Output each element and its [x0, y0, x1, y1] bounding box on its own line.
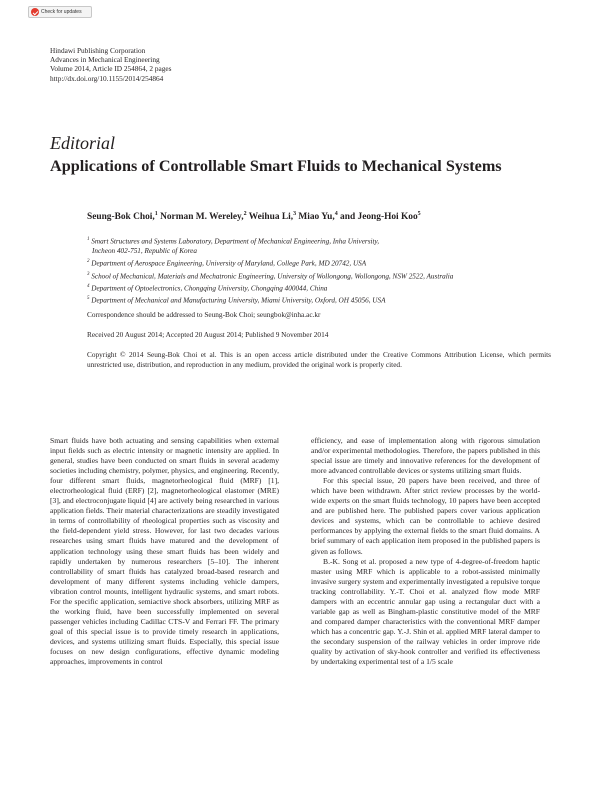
- affiliation-sup: 3: [87, 271, 90, 277]
- affiliation-sup: 2: [87, 259, 90, 265]
- copyright-notice: Copyright © 2014 Seung-Bok Choi et al. This is an open access article distributed under the Creative Commons Attribution License, which permits unrestricted use, distribution, and reproduction in any medium, provided the original work is properly cited.: [87, 350, 551, 369]
- affiliation: [87, 235, 453, 247]
- author-name: Norman M. Wereley,: [160, 212, 244, 223]
- body-paragraph: B.-K. Song et al. proposed a new type of 4-degree-of-freedom haptic master using MRF which is applicable to a robot-assisted minimally invasive surgery system and experimentally investigated a repulsive torque tracking controllability. Y.-T. Choi et al. analyzed flow mode MRF dampers with an eccentric annular gap using a rectangular duct with a variable gap as well as Bingham-plastic constitutive model of the MRF and compared damper characteristics with the conventional MRF damper which has a concentric gap. Y.-J. Shin et al. applied MRF lateral damper to the secondary suspension of the railway vehicles in order improve ride quality by activation of sky-hook controller and verified its effectiveness by undertaking experimental test of a 1/5 scale: [311, 556, 540, 667]
- affiliation: [87, 270, 453, 282]
- journal-name: Advances in Mechanical Engineering: [50, 55, 160, 65]
- affiliation-text: School of Mechanical, Materials and Mechatronic Engineering, University of Wollongong, Wollongong, NSW 2522, Australia: [91, 271, 454, 280]
- publication-dates: Received 20 August 2014; Accepted 20 August 2014; Published 9 November 2014: [87, 330, 329, 339]
- affiliation-sup: 1: [87, 237, 90, 242]
- author-name: Seung-Bok Choi,: [87, 212, 155, 223]
- article-category: Editorial: [50, 133, 116, 153]
- correspondence: Correspondence should be addressed to Seung-Bok Choi; seungbok@inha.ac.kr: [87, 310, 321, 319]
- author-name: and Jeong-Hoi Koo: [340, 212, 418, 223]
- affiliation-text: Department of Optoelectronics, Chongqing University, Chongqing 400044, China: [91, 284, 328, 293]
- author-name: Miao Yu,: [298, 212, 335, 223]
- affiliation: [87, 257, 453, 269]
- author-affil-sup: 1: [154, 211, 158, 217]
- body-paragraph: Smart fluids have both actuating and sensing capabilities when external input fields such as electric intensity or magnetic intensity are applied. In general, studies have been conducted on smart fluids in several academy societies including chemistry, polymer, physics, and engineering. Recently, four different smart fluids, magnetorheological fluid (MRF) [1], electrorheological fluid (ERF) [2], magnetorheological elastomer (MRE) [3], and electroconjugate liquid [4] are actively being researched in various application fields. Their material characterizations are steadily investigated in terms of controllability of rheological properties such as viscosity and the field-dependent yield stress. However, for last two decades various researches using smart fluids have matured and the development of application technology using these smart fluids has been widely and rapidly undertaken by numerous researchers [5–10]. The inherent controllability of smart fluids has catalyzed broad-based research and development of many different systems including vehicle dampers, vibration control mounts, intelligent hydraulic systems, and smart robots. For the specific application, semiactive shock absorbers, utilizing MRF as the working fluid, have been successfully implemented on several passenger vehicles including Cadillac CTS-V and Ferrari FF. The primary goal of this special issue is to provide timely research in applications, devices, and systems utilizing smart fluids. Especially, this special issue focuses on new design configurations, effective dynamic modeling approaches, improvements in control: [50, 436, 279, 667]
- body-column-right: [311, 436, 540, 667]
- affiliation-text: Department of Aerospace Engineering, University of Maryland, College Park, MD 20742, USA: [91, 259, 367, 268]
- volume-info: Volume 2014, Article ID 254864, 2 pages: [50, 64, 172, 74]
- affiliation: [87, 282, 453, 294]
- check-for-updates-badge[interactable]: [28, 6, 92, 18]
- affiliation-sup: 5: [87, 296, 90, 302]
- journal-header: [50, 46, 171, 83]
- check-for-updates-label: Check for updates: [41, 9, 82, 15]
- body-column-left: [50, 436, 279, 667]
- author-affil-sup: 3: [293, 211, 297, 217]
- affiliation-text: Incheon 402-751, Republic of Korea: [92, 247, 197, 256]
- author-name: Weihua Li,: [248, 212, 294, 223]
- author-list: [87, 211, 421, 222]
- author-affil-sup: 5: [417, 211, 421, 217]
- author-affil-sup: 4: [334, 211, 338, 217]
- affiliation-sup: 4: [87, 283, 90, 289]
- publisher: Hindawi Publishing Corporation: [50, 46, 146, 55]
- doi-link[interactable]: http://dx.doi.org/10.1155/2014/254864: [50, 73, 164, 83]
- affiliation: [87, 294, 453, 306]
- affiliation-list: [87, 235, 453, 306]
- body-paragraph: efficiency, and ease of implementation along with rigorous simulation and/or experimental methodologies. Therefore, the papers published in this special issue are timely and innovative references for the development of more advanced controllable devices or systems utilizing smart fluids.: [311, 436, 540, 476]
- check-updates-icon: [31, 8, 39, 16]
- body-paragraph: For this special issue, 20 papers have been received, and three of which have been withdrawn. After strict review processes by the world-wide experts on the smart fluids technology, 10 papers have been accepted and are published here. The published papers cover various application devices and systems, which can be controllable to achieve desired performances by applying the external fields to the smart fluid domains. A brief summary of each application item proposed in the published papers is given as follows.: [311, 476, 540, 556]
- affiliation-continuation: [87, 247, 453, 257]
- affiliation-text: Smart Structures and Systems Laboratory, Department of Mechanical Engineering, Inha University,: [91, 237, 380, 246]
- affiliation-text: Department of Mechanical and Manufacturing University, Miami University, Oxford, OH 45056, USA: [91, 296, 386, 305]
- article-title: Applications of Controllable Smart Fluids to Mechanical Systems: [50, 157, 502, 175]
- author-affil-sup: 2: [243, 211, 247, 217]
